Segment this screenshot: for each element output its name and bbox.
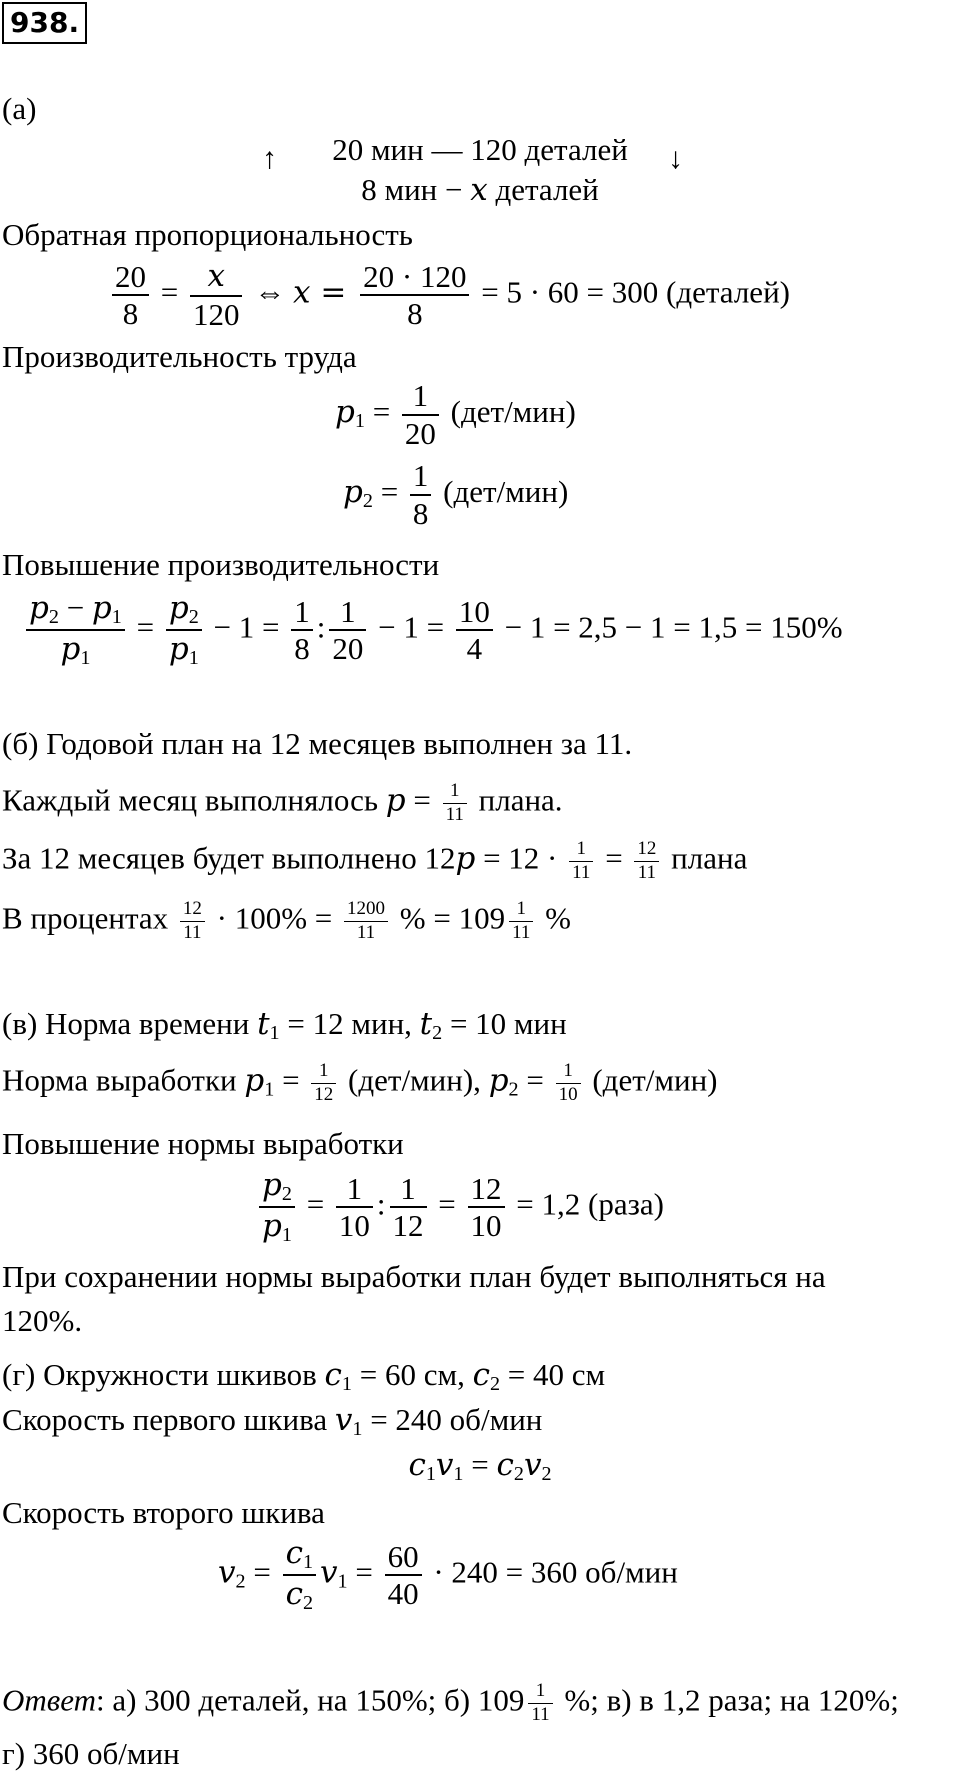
fraction: $\frac{1}{11}$: [509, 898, 533, 945]
part-a-label: (а): [2, 91, 37, 126]
answer-line-2: г) 360 об/мин: [2, 1736, 180, 1771]
fraction: $\frac{x}{120}$: [190, 258, 243, 332]
equation-p1: $p_1$ = $\frac{1}{20}$ (дет/мин): [335, 378, 576, 451]
equation-pulley: $c_1v_1 = c_2v_2$: [408, 1447, 552, 1486]
heading-productivity: Производительность труда: [2, 339, 357, 374]
heading-second-pulley: Скорость второго шкива: [2, 1495, 325, 1530]
fraction: $\frac{c_1}{c_2}$: [283, 1535, 316, 1615]
fraction: $\frac{20}{8}$: [112, 259, 149, 332]
equation-p2: $p_2$ = $\frac{1}{8}$ (дет/мин): [343, 458, 569, 531]
fraction: $\frac{1}{12}$: [311, 1060, 336, 1107]
part-b-line-1: (б) Годовой план на 12 месяцев выполнен за 11.: [2, 726, 633, 761]
fraction: $\frac{60}{40}$: [385, 1539, 422, 1612]
proportion-line-1: 20 мин — 120 деталей: [332, 132, 628, 167]
fraction: $\frac{12}{11}$: [634, 838, 659, 885]
equation-norm-ratio: $\frac{p_2}{p_1}$ = $\frac{1}{10}$ : $\frac{1}{12}$ = $\frac{12}{10}$ = 1,2 (раза): [255, 1167, 664, 1247]
fraction: $\frac{1}{20}$: [329, 594, 366, 667]
fraction: $\frac{1200}{11}$: [344, 898, 388, 945]
heading-norm-increase: Повышение нормы выработки: [2, 1126, 404, 1161]
heading-inverse-proportion: Обратная пропорциональность: [2, 217, 413, 252]
part-b-line-4: В процентах $\frac{12}{11}$ · 100% = $\frac{1200}{11}$ % = 109 $\frac{1}{11}$ %: [2, 898, 571, 943]
part-g-line-1: (г) Окружности шкивов $c_1 = 60$ см, $c_2 = 40$ см: [2, 1357, 606, 1396]
part-v-line-2: Норма выработки $p_1$ = $\frac{1}{12}$ (дет/мин), $p_2$ = $\frac{1}{10}$ (дет/мин): [2, 1060, 718, 1105]
fraction: $\frac{12}{10}$: [468, 1171, 505, 1244]
part-b-line-2: Каждый месяц выполнялось p = $\frac{1}{11}$ плана.: [2, 780, 563, 825]
heading-productivity-increase: Повышение производительности: [2, 547, 440, 582]
answer-line-1: Ответ: а) 300 деталей, на 150%; б) 109 $\frac{1}{11}$ %; в) в 1,2 раза; на 120%;: [2, 1680, 899, 1725]
part-v-line-1: (в) Норма времени $t_1 = 12$ мин, $t_2 = 10$ мин: [2, 1006, 567, 1045]
part-g-line-2: Скорость первого шкива $v_1 = 240$ об/мин: [2, 1402, 543, 1441]
fraction: $\frac{1}{10}$: [556, 1060, 581, 1107]
equation-increase: $\frac{p_2 - p_1}{p_1}$ = $\frac{p_2}{p_1}$ − 1 = $\frac{1}{8}$ : $\frac{1}{20}$ − 1 = $\frac{10}{4}$ − 1 = 2,5 − 1 = 1,5 = 150%: [22, 590, 843, 670]
fraction: $\frac{1}{20}$: [402, 378, 439, 451]
fraction: $\frac{10}{4}$: [456, 594, 493, 667]
fraction: $\frac{p_2}{p_1}$: [166, 590, 202, 670]
fraction: $\frac{p_2 - p_1}{p_1}$: [26, 590, 125, 670]
equation-second-pulley: $v_2$ = $\frac{c_1}{c_2}$ $v_1$ = $\frac{60}{40}$ · 240 = 360 об/мин: [218, 1535, 678, 1615]
fraction: $\frac{1}{11}$: [569, 838, 593, 885]
fraction: $\frac{1}{10}$: [336, 1171, 373, 1244]
part-b-line-3: За 12 месяцев будет выполнено 12p = 12 · $\frac{1}{11}$ = $\frac{12}{11}$ плана: [2, 838, 748, 883]
equation-proportion: $\frac{20}{8}$ = $\frac{x}{120}$ ⇔ x = $\frac{20 \cdot 120}{8}$ = 5 · 60 = 300 (деталей): [108, 258, 790, 332]
proportion-line-2: 8 мин − x деталей: [361, 172, 599, 208]
fraction: $\frac{1}{8}$: [291, 594, 313, 667]
arrow-up-icon: ↑: [262, 142, 277, 175]
part-v-conclusion-1: При сохранении нормы выработки план будет выполняться на: [2, 1259, 826, 1294]
fraction: $\frac{1}{8}$: [410, 458, 432, 531]
problem-number: 938.: [2, 2, 87, 44]
fraction: $\frac{20 \cdot 120}{8}$: [360, 259, 469, 332]
part-v-conclusion-2: 120%.: [2, 1303, 83, 1338]
arrow-down-icon: ↓: [668, 142, 683, 175]
fraction: $\frac{p_2}{p_1}$: [259, 1167, 295, 1247]
fraction: $\frac{1}{11}$: [528, 1680, 552, 1727]
fraction: $\frac{12}{11}$: [180, 898, 205, 945]
fraction: $\frac{1}{11}$: [443, 780, 467, 827]
fraction: $\frac{1}{12}$: [390, 1171, 427, 1244]
